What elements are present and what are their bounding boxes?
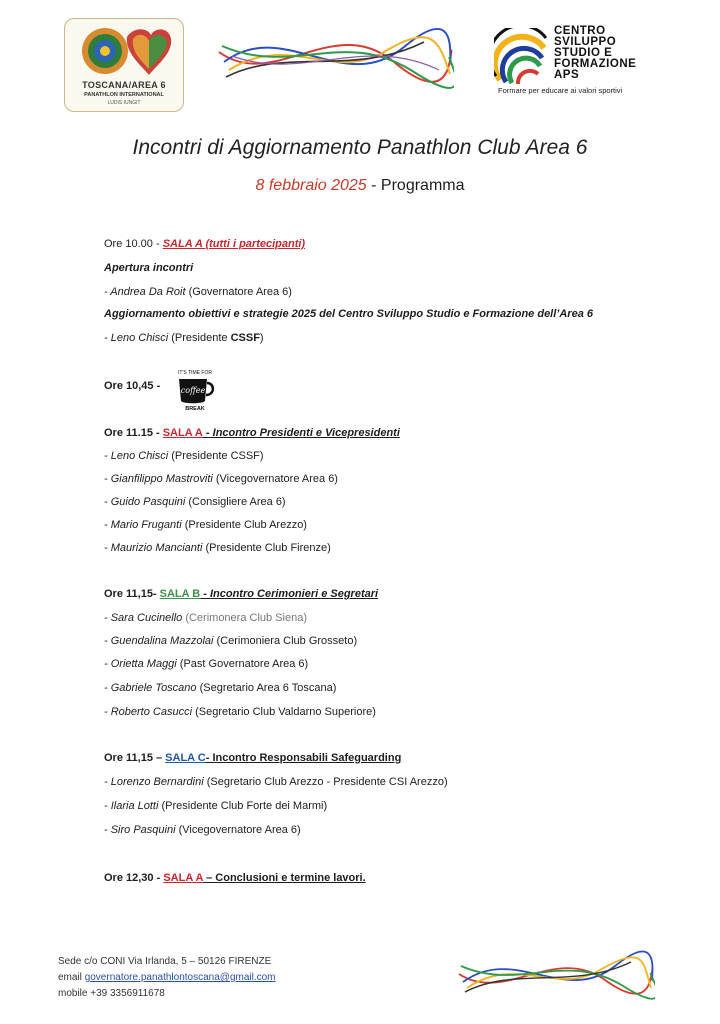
session2-room: SALA A bbox=[162, 427, 203, 439]
speaker-role: (Segretario Area 6 Toscana) bbox=[196, 682, 337, 694]
speaker-role: (Segretario Club Arezzo - Presidente CSI Arezzo) bbox=[203, 776, 448, 788]
speaker-name: - Mario Fruganti bbox=[104, 519, 182, 531]
logo-line-area: TOSCANA/AREA 6 bbox=[82, 80, 166, 90]
session1-topic: Aggiornamento obiettivi e strategie 2025 del Centro Sviluppo Studio e Formazione dell’Area 6 bbox=[104, 308, 593, 320]
cssf-rings-icon bbox=[494, 28, 550, 86]
session2-title: - Incontro Presidenti e Vicepresidenti bbox=[202, 427, 400, 439]
speaker-role: (Past Governatore Area 6) bbox=[176, 658, 309, 670]
speaker-role: (Cerimonera Club Siena) bbox=[182, 612, 307, 624]
speaker-org: CSSF bbox=[230, 332, 260, 344]
speaker-name: - Andrea Da Roit bbox=[104, 286, 186, 298]
speaker-name: - Ilaria Lotti bbox=[104, 800, 159, 812]
speaker-role: (Presidente Club Forte dei Marmi) bbox=[158, 800, 328, 812]
cssf-tagline: Formare per educare ai valori sportivi bbox=[498, 86, 623, 95]
page-title: Incontri di Aggiornamento Panathlon Club Area 6 bbox=[132, 136, 588, 159]
speaker-name: - Guido Pasquini bbox=[104, 496, 186, 508]
speaker-name: - Gabriele Toscano bbox=[104, 682, 197, 694]
speaker-name: - Leno Chisci bbox=[104, 332, 169, 344]
list-item bbox=[104, 682, 336, 694]
speaker-name: - Sara Cucinello bbox=[104, 612, 183, 624]
session1-speaker2 bbox=[104, 332, 264, 344]
speaker-name: - Maurizio Mancianti bbox=[104, 542, 203, 554]
session5-title: – Conclusioni e termine lavori. bbox=[203, 872, 366, 884]
list-item bbox=[104, 612, 307, 624]
session1-header bbox=[104, 238, 305, 250]
speaker-role: (Presidente CSSF) bbox=[168, 450, 264, 462]
logo-line-international: PANATHLON INTERNATIONAL bbox=[84, 92, 164, 98]
page-subtitle bbox=[0, 177, 720, 195]
list-item bbox=[104, 496, 286, 508]
session3-time: Ore 11,15- bbox=[104, 588, 160, 600]
list-item bbox=[104, 542, 331, 554]
speaker-name: - Orietta Maggi bbox=[104, 658, 177, 670]
speaker-role: (Presidente Club Arezzo) bbox=[181, 519, 307, 531]
coffee-cup-text: coffee bbox=[180, 386, 206, 395]
session2-header bbox=[104, 427, 400, 439]
footer-mobile: mobile +39 3356911678 bbox=[58, 988, 165, 999]
subtitle-programma: - Programma bbox=[366, 177, 465, 194]
speaker-name: - Roberto Casucci bbox=[104, 706, 193, 718]
footer-email-line bbox=[58, 972, 276, 983]
speaker-role: (Vicegovernatore Area 6) bbox=[212, 473, 338, 485]
speaker-role: (Presidente bbox=[168, 332, 231, 344]
list-item bbox=[104, 800, 327, 812]
speaker-name: - Guendalina Mazzolai bbox=[104, 635, 214, 647]
speaker-name: - Gianfilippo Mastroviti bbox=[104, 473, 213, 485]
decorative-waves-bottom-icon bbox=[455, 944, 655, 1010]
cssf-name: CENTRO SVILUPPO STUDIO E FORMAZIONE APS bbox=[554, 25, 637, 81]
session3-room: SALA B bbox=[159, 588, 201, 600]
panathlon-area6-logo bbox=[64, 18, 184, 112]
session1-speaker1 bbox=[104, 286, 292, 298]
list-item bbox=[104, 635, 357, 647]
coffee-bottom-text: BREAK bbox=[185, 406, 205, 411]
session1-time: Ore 10.00 - bbox=[104, 238, 163, 250]
speaker-role-close: ) bbox=[259, 332, 264, 344]
session5-header bbox=[104, 872, 366, 884]
session3-header bbox=[104, 588, 378, 600]
session3-title: - Incontro Cerimonieri e Segretari bbox=[200, 588, 379, 600]
session4-room: SALA C bbox=[165, 752, 206, 764]
coffee-top-text: IT'S TIME FOR bbox=[178, 370, 212, 376]
list-item bbox=[104, 824, 301, 836]
footer-email-link[interactable]: governatore.panathlontoscana@gmail.com bbox=[84, 972, 276, 983]
panathlon-emblem-icon bbox=[75, 23, 173, 81]
speaker-role: (Presidente Club Firenze) bbox=[202, 542, 331, 554]
session5-time: Ore 12,30 - bbox=[104, 872, 164, 884]
session1-room: SALA A (tutti i partecipanti) bbox=[162, 238, 306, 250]
speaker-name: - Lorenzo Bernardini bbox=[104, 776, 204, 788]
speaker-role: (Cerimoniera Club Grosseto) bbox=[213, 635, 358, 647]
coffee-break-icon bbox=[173, 367, 217, 411]
speaker-role: (Consigliere Area 6) bbox=[185, 496, 286, 508]
session4-header bbox=[104, 752, 401, 764]
footer-email-label: email bbox=[58, 972, 85, 983]
speaker-role: (Segretario Club Valdarno Superiore) bbox=[192, 706, 376, 718]
session4-time: Ore 11,15 – bbox=[104, 752, 166, 764]
speaker-role: (Vicegovernatore Area 6) bbox=[175, 824, 301, 836]
logo-line-motto: LUDIS IUNGIT bbox=[107, 100, 141, 106]
cssf-logo bbox=[494, 26, 694, 106]
list-item bbox=[104, 450, 264, 462]
list-item bbox=[104, 519, 307, 531]
footer-address: Sede c/o CONI Via Irlanda, 5 – 50126 FIRENZE bbox=[58, 956, 272, 967]
list-item bbox=[104, 776, 448, 788]
list-item bbox=[104, 706, 376, 718]
coffee-time: Ore 10,45 - bbox=[104, 380, 161, 392]
list-item bbox=[104, 473, 338, 485]
speaker-name: - Siro Pasquini bbox=[104, 824, 176, 836]
speaker-name: - Leno Chisci bbox=[104, 450, 169, 462]
list-item bbox=[104, 658, 308, 670]
session1-opening: Apertura incontri bbox=[104, 262, 194, 274]
speaker-role: (Governatore Area 6) bbox=[185, 286, 292, 298]
session2-time: Ore 11.15 - bbox=[104, 427, 163, 439]
session4-title: - Incontro Responsabili Safeguarding bbox=[205, 752, 402, 764]
decorative-waves-top-icon bbox=[214, 22, 454, 102]
event-date: 8 febbraio 2025 bbox=[255, 177, 367, 194]
session5-room: SALA A bbox=[163, 872, 204, 884]
